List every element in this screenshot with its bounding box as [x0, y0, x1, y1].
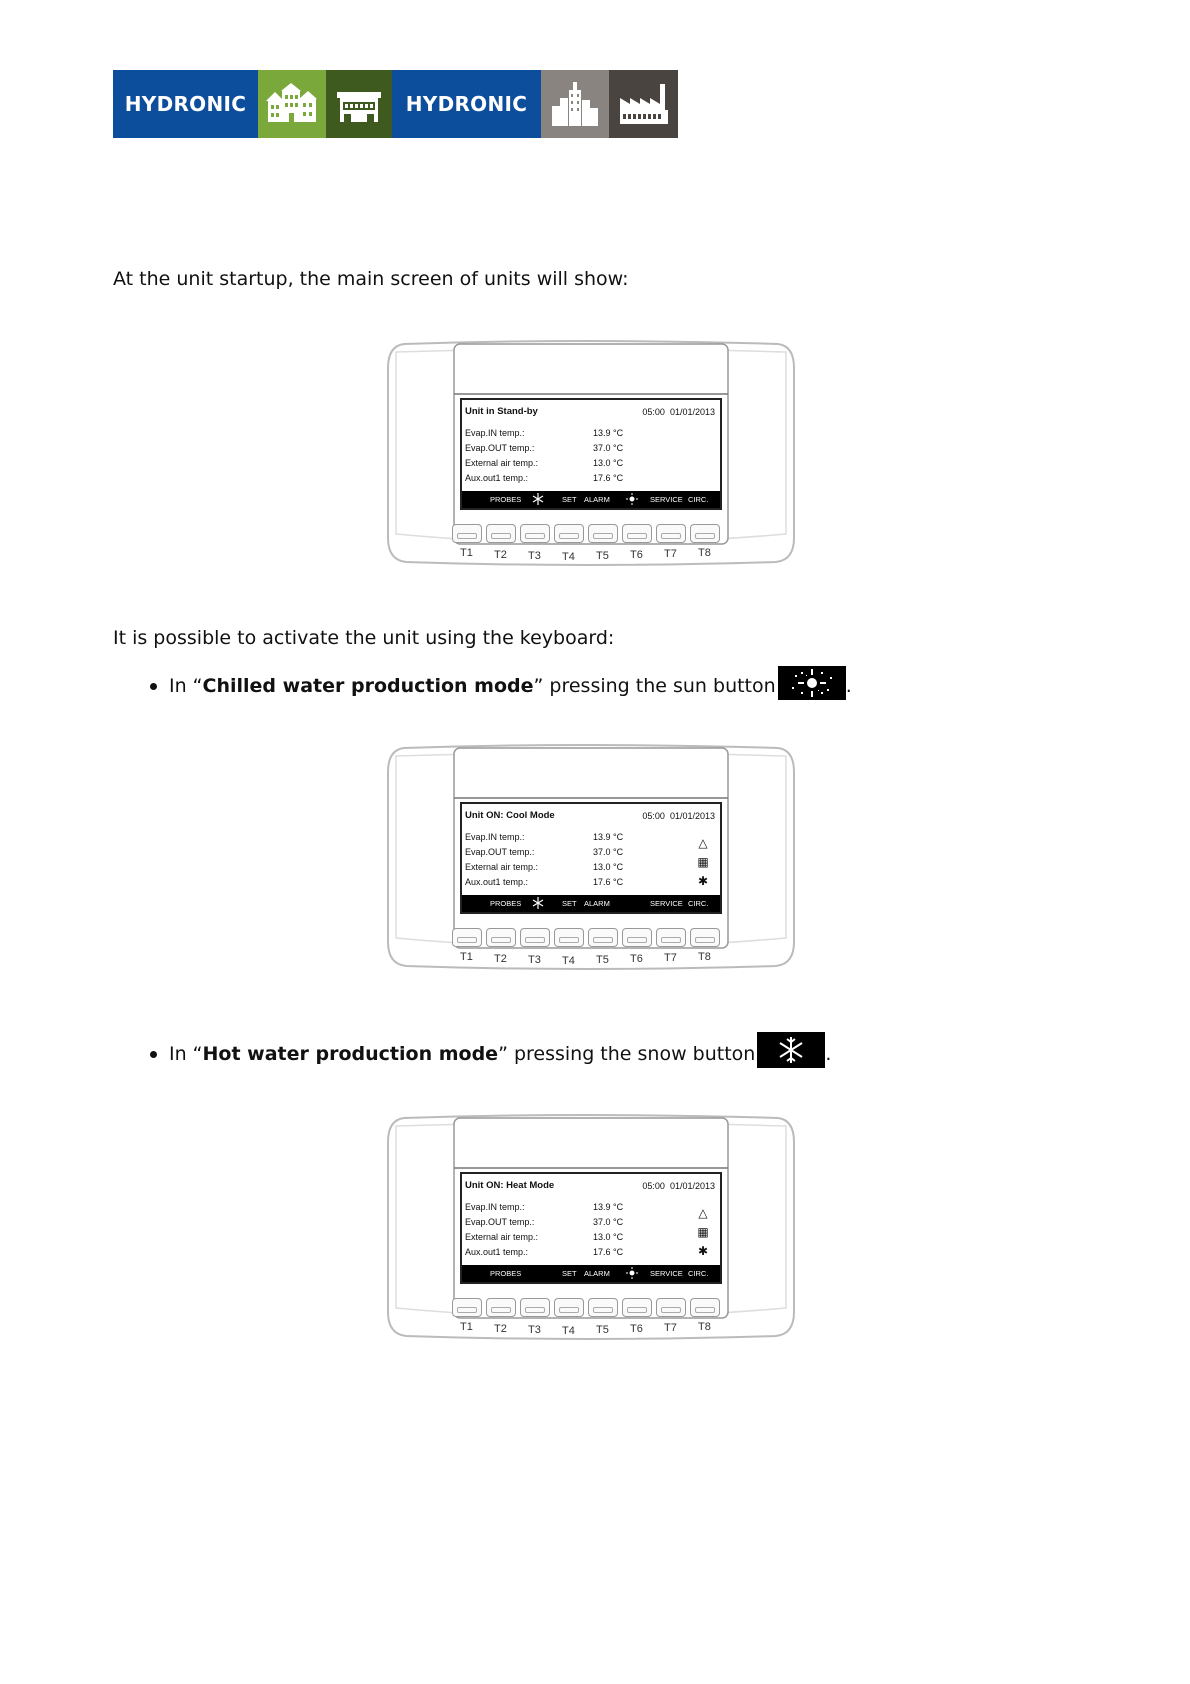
function-keys — [452, 928, 734, 948]
key-label: T4 — [562, 1325, 575, 1337]
key-t6[interactable] — [622, 1298, 652, 1317]
bullet-prefix: In “ — [169, 1043, 203, 1065]
reading-label: External air temp.: — [465, 861, 539, 872]
fan-icon: ✱ — [697, 874, 709, 888]
key-t8[interactable] — [690, 524, 720, 543]
reading-row — [465, 829, 645, 844]
alarm-softkey: ALARM — [584, 1269, 610, 1278]
key-t7[interactable] — [656, 928, 686, 947]
bullet-end: . — [825, 1043, 832, 1065]
key-t3[interactable] — [520, 1298, 550, 1317]
key-label: T4 — [562, 955, 575, 967]
readings-list — [465, 829, 645, 889]
screen-date: 01/01/2013 — [669, 407, 715, 417]
lcd-screen — [460, 802, 722, 914]
hydronic-banner — [113, 70, 678, 138]
reading-value: 17.6 °C — [593, 1246, 624, 1257]
probes-softkey: PROBES — [490, 495, 522, 504]
key-label: T7 — [664, 1322, 677, 1334]
bullet-suffix: ” pressing the sun button — [533, 675, 776, 697]
reading-label: Aux.out1 temp.: — [465, 1246, 529, 1257]
reading-label: Evap.IN temp.: — [465, 1201, 525, 1212]
reading-value: 13.9 °C — [593, 1201, 624, 1212]
bullet-dot — [150, 683, 157, 690]
key-t2[interactable] — [486, 524, 516, 543]
set-softkey: SET — [562, 495, 577, 504]
mode-name-hot: Hot water production mode — [202, 1043, 499, 1065]
key-label: T8 — [698, 1321, 711, 1333]
key-t7[interactable] — [656, 524, 686, 543]
sun-softkey-icon — [626, 1267, 638, 1281]
screen-date: 01/01/2013 — [669, 1181, 715, 1191]
key-t8[interactable] — [690, 928, 720, 947]
key-t5[interactable] — [588, 524, 618, 543]
city-skyline-icon — [541, 70, 609, 138]
controller-standby — [384, 338, 798, 568]
screen-clock — [642, 1181, 715, 1191]
controller-heat-mode — [384, 1112, 798, 1342]
key-t6[interactable] — [622, 524, 652, 543]
reading-label: External air temp.: — [465, 1231, 539, 1242]
pump-icon: ▦ — [697, 1225, 709, 1239]
reading-row — [465, 1244, 645, 1259]
controller-cool-mode — [384, 742, 798, 972]
screen-date: 01/01/2013 — [669, 811, 715, 821]
reading-row — [465, 1229, 645, 1244]
key-t1[interactable] — [452, 928, 482, 947]
status-icons — [694, 1204, 712, 1261]
key-label: T5 — [596, 550, 609, 562]
key-t1[interactable] — [452, 1298, 482, 1317]
key-label: T2 — [494, 549, 507, 561]
set-softkey: SET — [562, 1269, 577, 1278]
brand-label-left: HYDRONIC — [113, 70, 258, 138]
key-label: T3 — [528, 1324, 541, 1336]
readings-list — [465, 425, 645, 485]
reading-label: Evap.IN temp.: — [465, 427, 525, 438]
reading-value: 17.6 °C — [593, 472, 624, 483]
key-label: T6 — [630, 549, 643, 561]
circ-softkey: CIRC. — [688, 899, 709, 908]
softkey-bar — [462, 491, 720, 508]
reading-value: 13.0 °C — [593, 457, 624, 468]
key-label: T2 — [494, 1323, 507, 1335]
reading-row — [465, 1199, 645, 1214]
residential-buildings-icon — [258, 70, 326, 138]
key-label: T1 — [460, 547, 473, 559]
reading-value: 13.0 °C — [593, 861, 624, 872]
intro-text: At the unit startup, the main screen of units will show: — [113, 268, 629, 290]
key-label: T3 — [528, 954, 541, 966]
function-key-labels — [452, 951, 734, 965]
screen-time: 05:00 — [642, 1181, 665, 1191]
keyboard-intro-text: It is possible to activate the unit using the keyboard: — [113, 627, 615, 649]
reading-value: 17.6 °C — [593, 876, 624, 887]
lcd-screen — [460, 1172, 722, 1284]
sun-softkey-icon — [626, 493, 638, 507]
bullet-chilled-water — [150, 664, 852, 698]
readings-list — [465, 1199, 645, 1259]
reading-label: Aux.out1 temp.: — [465, 876, 529, 887]
fan-icon: ✱ — [697, 1244, 709, 1258]
key-label: T8 — [698, 547, 711, 559]
key-t1[interactable] — [452, 524, 482, 543]
key-label: T8 — [698, 951, 711, 963]
circ-softkey: CIRC. — [688, 1269, 709, 1278]
status-icons — [694, 834, 712, 891]
service-softkey: SERVICE — [650, 495, 683, 504]
softkey-bar — [462, 895, 720, 912]
commercial-building-icon — [326, 70, 392, 138]
screen-clock — [642, 407, 715, 417]
circ-softkey: CIRC. — [688, 495, 709, 504]
key-t5[interactable] — [588, 1298, 618, 1317]
function-keys — [452, 524, 734, 544]
reading-label: Evap.OUT temp.: — [465, 846, 535, 857]
screen-time: 05:00 — [642, 407, 665, 417]
softkey-bar — [462, 1265, 720, 1282]
reading-row — [465, 455, 645, 470]
key-label: T3 — [528, 550, 541, 562]
alarm-softkey: ALARM — [584, 899, 610, 908]
key-t8[interactable] — [690, 1298, 720, 1317]
probes-softkey: PROBES — [490, 1269, 522, 1278]
key-label: T5 — [596, 1324, 609, 1336]
reading-label: Evap.OUT temp.: — [465, 1216, 535, 1227]
key-label: T7 — [664, 548, 677, 560]
reading-row — [465, 425, 645, 440]
pump-icon: ▦ — [697, 855, 709, 869]
screen-title: Unit ON: Cool Mode — [465, 810, 555, 821]
key-t2[interactable] — [486, 928, 516, 947]
key-label: T5 — [596, 954, 609, 966]
function-keys — [452, 1298, 734, 1318]
screen-time: 05:00 — [642, 811, 665, 821]
snow-softkey-icon — [532, 493, 544, 507]
factory-icon — [609, 70, 678, 138]
reading-label: External air temp.: — [465, 457, 539, 468]
key-label: T4 — [562, 551, 575, 563]
reading-row — [465, 1214, 645, 1229]
sun-button-icon — [778, 666, 846, 700]
compressor-icon: △ — [698, 836, 708, 850]
probes-softkey: PROBES — [490, 899, 522, 908]
key-t4[interactable] — [554, 1298, 584, 1317]
compressor-icon: △ — [698, 1206, 708, 1220]
bullet-end: . — [845, 675, 852, 697]
bullet-suffix: ” pressing the snow button — [498, 1043, 756, 1065]
reading-value: 13.9 °C — [593, 427, 624, 438]
key-label: T1 — [460, 951, 473, 963]
key-t4[interactable] — [554, 928, 584, 947]
service-softkey: SERVICE — [650, 899, 683, 908]
key-label: T7 — [664, 952, 677, 964]
reading-row — [465, 440, 645, 455]
reading-label: Evap.IN temp.: — [465, 831, 525, 842]
screen-title: Unit ON: Heat Mode — [465, 1180, 555, 1191]
screen-title: Unit in Stand-by — [465, 406, 538, 417]
key-t6[interactable] — [622, 928, 652, 947]
key-t2[interactable] — [486, 1298, 516, 1317]
function-key-labels — [452, 547, 734, 561]
reading-value: 37.0 °C — [593, 442, 624, 453]
key-t3[interactable] — [520, 928, 550, 947]
key-label: T6 — [630, 1323, 643, 1335]
key-t3[interactable] — [520, 524, 550, 543]
lcd-screen — [460, 398, 722, 510]
alarm-softkey: ALARM — [584, 495, 610, 504]
key-label: T1 — [460, 1321, 473, 1333]
bullet-dot — [150, 1051, 157, 1058]
brand-label-right: HYDRONIC — [392, 70, 541, 138]
set-softkey: SET — [562, 899, 577, 908]
mode-name-chilled: Chilled water production mode — [202, 675, 534, 697]
reading-label: Evap.OUT temp.: — [465, 442, 535, 453]
snow-button-icon — [757, 1032, 825, 1068]
reading-row — [465, 470, 645, 485]
reading-value: 37.0 °C — [593, 846, 624, 857]
bullet-hot-water — [150, 1030, 831, 1066]
reading-row — [465, 844, 645, 859]
reading-label: Aux.out1 temp.: — [465, 472, 529, 483]
key-label: T2 — [494, 953, 507, 965]
key-t5[interactable] — [588, 928, 618, 947]
reading-value: 13.0 °C — [593, 1231, 624, 1242]
reading-row — [465, 859, 645, 874]
key-label: T6 — [630, 953, 643, 965]
key-t4[interactable] — [554, 524, 584, 543]
key-t7[interactable] — [656, 1298, 686, 1317]
bullet-prefix: In “ — [169, 675, 203, 697]
screen-clock — [642, 811, 715, 821]
function-key-labels — [452, 1321, 734, 1335]
reading-row — [465, 874, 645, 889]
reading-value: 13.9 °C — [593, 831, 624, 842]
snow-softkey-icon — [532, 897, 544, 911]
reading-value: 37.0 °C — [593, 1216, 624, 1227]
service-softkey: SERVICE — [650, 1269, 683, 1278]
